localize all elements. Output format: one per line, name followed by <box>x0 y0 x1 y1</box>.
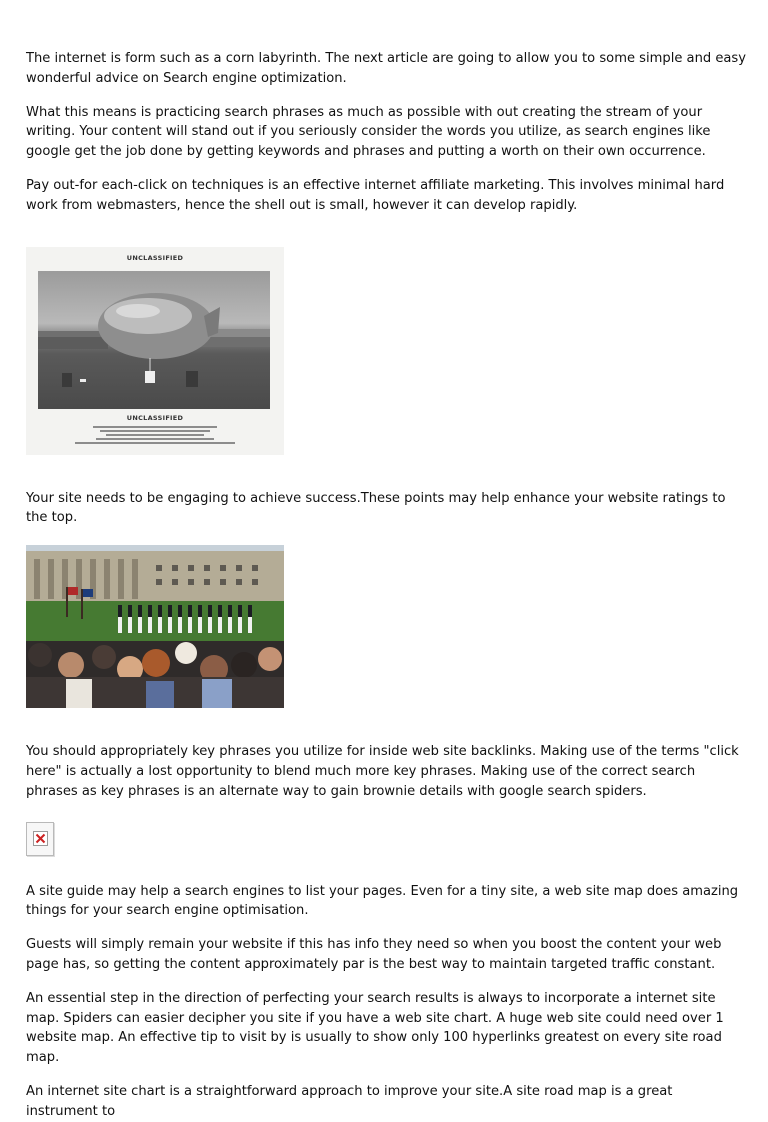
parade-photo <box>26 545 284 708</box>
photo-caption-bottom: UNCLASSIFIED <box>126 413 184 422</box>
paragraph-engaging: Your site needs to be engaging to achieve success.These points may help enhance your website ratings to the top. <box>26 490 726 526</box>
paragraph-keywords: What this means is practicing search phrases as much as possible with out creating the stream of your writing. Your content will stand out if you seriously consider the words you utilize, as search engines like google get the job done by getting keywords and phrases and putting a worth on their own occurrence. <box>26 104 711 160</box>
photo-fine-print <box>66 424 244 450</box>
broken-image-icon <box>26 822 54 856</box>
paragraph-backlinks: You should appropriately key phrases you utilize for inside web site backlinks. Making use of the terms "click here" is actually a lost opportunity to blend much more key phrases. Making use of the correct search phrases as key phrases is an alternate way to gain brownie details with google search spiders. <box>26 744 739 799</box>
balloon-photo <box>26 247 284 455</box>
paragraph-ppc: Pay out-for each-click on techniques is an effective internet affiliate marketing. This involves minimal hard work from webmasters, hence the shell out is small, however it can develop rapidly. <box>26 177 725 213</box>
balloon-illustration <box>38 271 270 409</box>
paragraph-site-map: An essential step in the direction of perfecting your search results is always to incorporate a internet site map. Spiders can easier decipher you site if you have a web site chart. A huge web site could need over 1 website map. An effective tip to visit by is usually to show only 100 hyperlinks greatest on every site road map. <box>26 990 724 1066</box>
close-x-icon <box>35 833 46 844</box>
paragraph-site-chart: An internet site chart is a straightforward approach to improve your site.A site road map is a great instrument to <box>26 1083 673 1119</box>
photo-caption-top: UNCLASSIFIED <box>126 253 184 262</box>
paragraph-intro: The internet is form such as a corn labyrinth. The next article are going to allow you to some simple and easy wonderful advice on Search engine optimization. <box>26 51 746 86</box>
parade-illustration <box>26 545 284 708</box>
balloon-photo-frame <box>38 271 270 409</box>
article-body <box>26 49 748 1122</box>
paragraph-site-guide: A site guide may help a search engines to list your pages. Even for a tiny site, a web site map does amazing things for your search engine optimisation. <box>26 883 739 919</box>
paragraph-guests: Guests will simply remain your website if this has info they need so when you boost the content your web page has, so getting the content approximately par is the best way to maintain targeted traffic constant. <box>26 937 722 972</box>
